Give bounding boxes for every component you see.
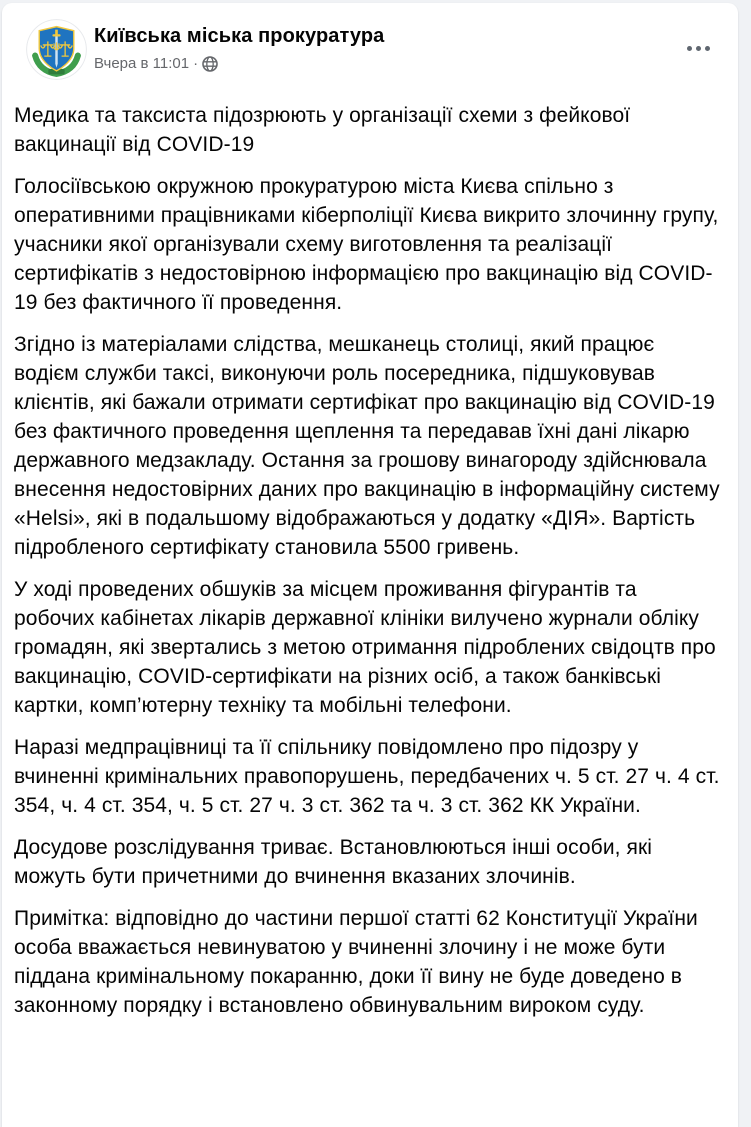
header-text-block <box>94 19 384 73</box>
post-paragraph: Згідно із матеріалами слідства, мешканець столиці, який працює водієм служби таксі, виконуючи роль посередника, підшуковував клієнтів, які бажали отримати сертифікат про вакцинацію від COVID-19 без фактичного проведення щеплення та передавав їхні дані лікарю державного медзакладу. Остання за грошову винагороду здійснювала внесення недостовірних даних про вакцинацію в інформаційну систему «Helsi», які в подальшому відображаються у додатку «ДІЯ». Вартість підробленого сертифікату становила 5500 гривень. <box>14 333 720 559</box>
post-paragraph: У ході проведених обшуків за місцем проживання фігурантів та робочих кабінетах лікарів державної клініки вилучено журнали обліку громадян, які звертались з метою отримання підроблених свідоцтв про вакцинацію, COVID-сертифікати на різних осіб, а також банківські картки, комп’ютерну техніку та мобільні телефони. <box>14 578 716 717</box>
post-options-button[interactable] <box>680 33 716 63</box>
post-text <box>2 80 738 1040</box>
ellipsis-icon <box>696 46 701 51</box>
post-paragraph: Голосіївською окружною прокуратурою міста Києва спільно з оперативними працівниками кіберполіції Києва викрито злочинну групу, учасники якої організували схему виготовлення та реалізації сертифікатів з недостовірною інформацією про вакцинацію від COVID-19 без фактичного її проведення. <box>14 175 719 314</box>
post-header <box>2 3 738 80</box>
post-paragraph: Примітка: відповідно до частини першої статті 62 Конституції України особа вважається невинуватою у вчиненні злочину і не може бути піддана кримінальному покаранню, доки її вину не буде доведено в законному порядку і встановлено обвинувальним вироком суду. <box>14 907 698 1017</box>
page-avatar[interactable] <box>26 19 87 80</box>
post-meta-row <box>94 54 384 73</box>
page-name-link[interactable]: Київська міська прокуратура <box>94 25 385 47</box>
meta-separator: · <box>193 55 199 72</box>
post-paragraph: Наразі медпрацівниці та її спільнику повідомлено про підозру у вчиненні кримінальних правопорушень, передбачених ч. 5 ст. 27 ч. 4 ст. 354, ч. 4 ст. 354, ч. 5 ст. 27 ч. 3 ст. 362 та ч. 3 ст. 362 КК України. <box>14 736 720 817</box>
ellipsis-icon <box>687 46 692 51</box>
facebook-post-card <box>2 3 738 1127</box>
post-timestamp-link[interactable]: Вчера в 11:01 <box>94 55 190 72</box>
globe-icon <box>202 56 218 72</box>
post-paragraph: Досудове розслідування триває. Встановлюються інші особи, які можуть бути причетними до вчинення вказаних злочинів. <box>14 836 653 888</box>
ellipsis-icon <box>705 46 710 51</box>
post-paragraph: Медика та таксиста підозрюють у організації схеми з фейкової вакцинації від COVID-19 <box>14 104 631 156</box>
